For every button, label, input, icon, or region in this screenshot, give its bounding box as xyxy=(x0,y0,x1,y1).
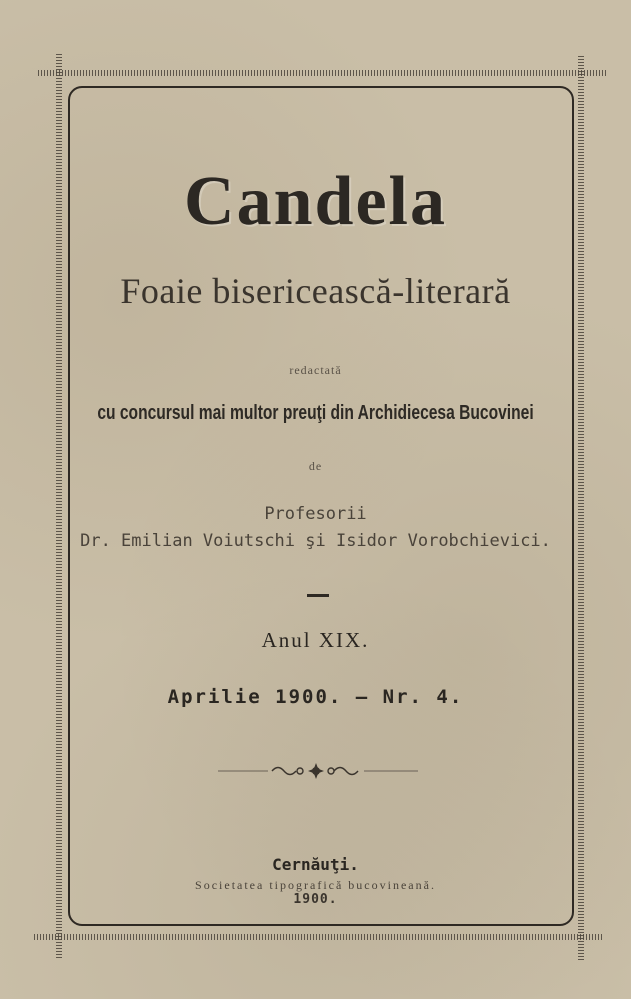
top-dotted-border xyxy=(38,70,606,76)
issue-label: Aprilie 1900. – Nr. 4. xyxy=(167,686,464,708)
city-label: Cernăuţi. xyxy=(272,855,359,874)
separator-dash xyxy=(307,594,329,597)
professors-names: Dr. Emilian Voiutschi şi Isidor Vorobchievici. xyxy=(80,531,551,551)
printer-label: Societatea tipografică bucovineană. xyxy=(195,878,436,892)
edited-label: redactată xyxy=(289,363,342,377)
contributors-line: cu concursul mai multor preuţi din Archidiecesa Bucovinei xyxy=(97,402,534,424)
year-label: 1900. xyxy=(293,892,338,907)
by-label: de xyxy=(308,459,323,473)
bottom-dotted-border xyxy=(34,934,602,940)
magazine-title: Candela xyxy=(184,163,447,240)
magazine-subtitle: Foaie bisericească-literară xyxy=(120,271,511,311)
professors-label: Profesorii xyxy=(264,504,367,524)
volume-label: Anul XIX. xyxy=(261,628,370,652)
fleuron-ornament-icon xyxy=(0,761,631,781)
